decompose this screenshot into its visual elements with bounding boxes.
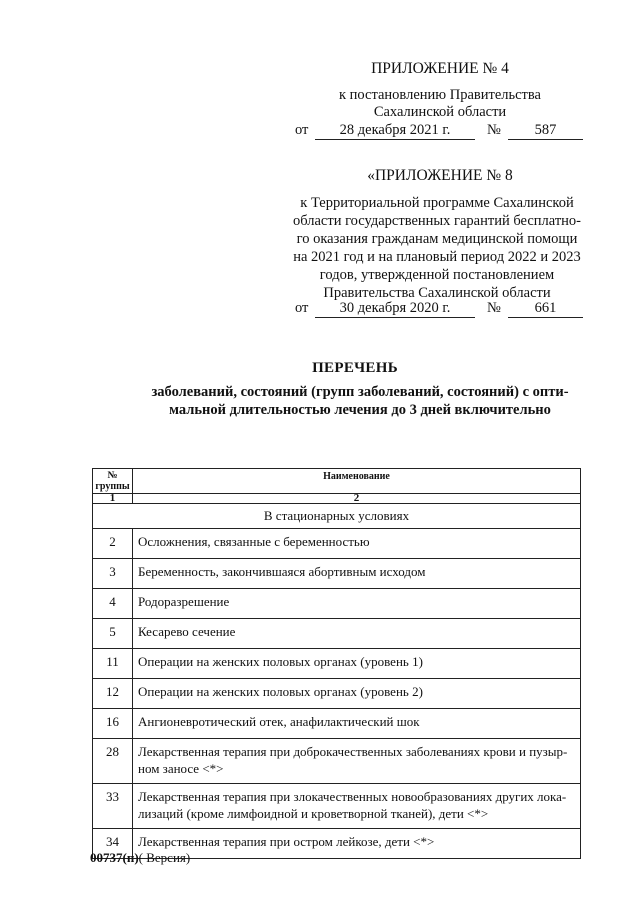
footer-version: ( Версия) [138,850,191,865]
appendix-4-ref-line-2: Сахалинской области [373,104,507,120]
footer-document-code [90,850,190,866]
table-row [93,619,581,649]
row-group-number: 4 [93,589,133,619]
row-group-number: 16 [93,709,133,739]
row-name: Операции на женских половых органах (уровень 1) [133,649,581,679]
table-row [93,529,581,559]
appendix-8-reference [287,194,587,302]
index-cell-1: 1 [93,494,133,504]
appendix-4-date: 28 декабря 2021 г. [315,122,475,140]
appendix-8-date-line [295,300,585,320]
appendix-8-title: «ПРИЛОЖЕНИЕ № 8 [367,167,513,184]
appendix-4-date-line [295,122,585,142]
row-name: Беременность, закончившаяся абортивным исходом [133,559,581,589]
appendix-4-reference [300,87,580,121]
number-label: № [487,300,501,316]
appendix-8-number: 661 [508,300,583,318]
row-group-number: 34 [93,829,133,859]
document-subtitle-line-2: мальной длительностью лечения до 3 дней включительно [169,402,551,418]
diseases-table [92,468,581,859]
document-title: ПЕРЕЧЕНЬ [312,360,398,376]
row-group-number: 12 [93,679,133,709]
row-group-number: 2 [93,529,133,559]
table-row [93,784,581,829]
appendix-4-title: ПРИЛОЖЕНИЕ № 4 [371,60,509,77]
table-row [93,559,581,589]
table-index-row [93,494,581,504]
row-name: Лекарственная терапия при остром лейкозе, дети <*> [133,829,581,859]
appendix-8-date: 30 декабря 2020 г. [315,300,475,318]
header-group-number: № группы [93,469,133,494]
row-name: Операции на женских половых органах (уровень 2) [133,679,581,709]
header-name: Наименование [133,469,581,494]
footer-code: 00737(п) [90,850,139,865]
appendix-8-ref-line: на 2021 год и на плановый период 2022 и 2023 [293,249,581,265]
appendix-8-ref-line: годов, утвержденной постановлением [319,267,555,283]
appendix-8-ref-line: к Территориальной программе Сахалинской [300,195,574,211]
row-group-number: 33 [93,784,133,829]
table-section-row [93,504,581,529]
index-cell-2: 2 [133,494,581,504]
row-group-number: 11 [93,649,133,679]
document-subtitle-line-1: заболеваний, состояний (групп заболеваний, состояний) с опти- [151,384,569,400]
table-header-row [93,469,581,494]
document-subtitle [140,383,580,419]
section-label: В стационарных условиях [93,504,581,529]
row-name: Кесарево сечение [133,619,581,649]
row-group-number: 3 [93,559,133,589]
table-row [93,739,581,784]
row-name: Ангионевротический отек, анафилактический шок [133,709,581,739]
row-group-number: 5 [93,619,133,649]
appendix-4-number: 587 [508,122,583,140]
table-row [93,679,581,709]
table-row [93,589,581,619]
from-label: от [295,122,309,138]
from-label: от [295,300,309,316]
row-name: Лекарственная терапия при доброкачественных заболеваниях крови и пузыр-ном заносе <*> [133,739,581,784]
appendix-8-ref-line: го оказания гражданам медицинской помощи [296,231,578,247]
appendix-8-ref-line: Правительства Сахалинской области [323,285,551,301]
row-name: Лекарственная терапия при злокачественных новообразованиях других лока-лизаций (кроме лимфоидной и кроветворной тканей), дети <*> [133,784,581,829]
table-row [93,649,581,679]
row-name: Родоразрешение [133,589,581,619]
row-name: Осложнения, связанные с беременностью [133,529,581,559]
table-row [93,709,581,739]
appendix-4-ref-line-1: к постановлению Правительства [339,87,541,103]
appendix-8-ref-line: области государственных гарантий бесплатно- [292,213,581,229]
row-group-number: 28 [93,739,133,784]
number-label: № [487,122,501,138]
